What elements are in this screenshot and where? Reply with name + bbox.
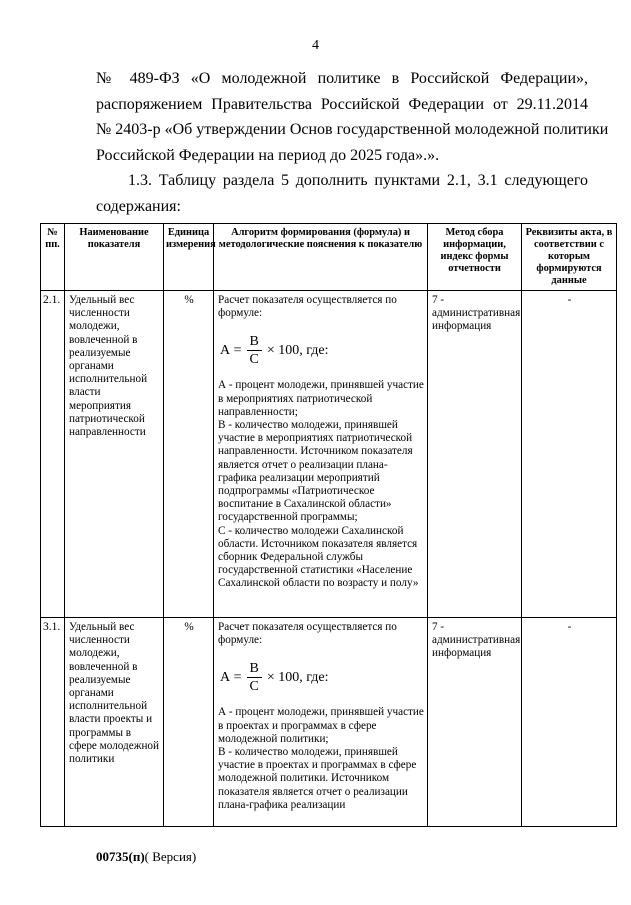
requisites-value: - xyxy=(567,294,572,306)
table-row xyxy=(41,291,617,618)
table-row xyxy=(41,618,617,827)
formula-rhs: × 100, где: xyxy=(266,343,329,359)
algorithm-line: В - количество молодежи, принявшей участие в проектах и программах в сфере молодежной политики. Источником показателя является отчет о реализации плана-графика реализации xyxy=(218,746,417,811)
algorithm-intro: Расчет показателя осуществляется по формуле: xyxy=(218,294,397,320)
unit-value: % xyxy=(184,294,194,306)
formula xyxy=(220,334,424,367)
algorithm-line: В - количество молодежи, принявшей участие в мероприятиях патриотической направленности. Источником показателя является отчет о реализации плана-графика реализации мероприятий подпрограммы «Патриотическое воспитание в Сахалинской области» государственной программы; xyxy=(218,419,413,524)
algorithm-line: А - процент молодежи, принявшей участие в мероприятиях патриотической направленности; xyxy=(218,379,424,418)
formula-denominator: С xyxy=(249,679,259,695)
method-value: 7 - административная информация xyxy=(432,294,521,333)
formula xyxy=(220,661,424,694)
indicators-table xyxy=(40,223,617,827)
formula-lhs: А = xyxy=(220,670,242,686)
intro-paragraph xyxy=(96,66,609,219)
algorithm-line: А - процент молодежи, принявшей участие в проектах и программах в сфере молодежной политики; xyxy=(218,706,424,745)
header-method: Метод сбора информации, индекс формы отчетности xyxy=(428,224,522,291)
document-footer xyxy=(96,849,196,865)
intro-line: № 489-ФЗ «О молодежной политике в Российской Федерации», xyxy=(96,70,588,87)
intro-line: 1.3. Таблицу раздела 5 дополнить пунктами 2.1, 3.1 следующего xyxy=(128,172,588,189)
intro-line: Российской Федерации на период до 2025 года».». xyxy=(96,146,440,164)
indicator-name: Удельный вес численности молодежи, вовлеченной в реализуемые органами исполнительной власти проекты и программы в сфере молодежной политики xyxy=(69,621,160,766)
requisites-value: - xyxy=(567,621,572,633)
formula-lhs: А = xyxy=(220,343,242,359)
row-number: 3.1. xyxy=(43,621,61,633)
header-unit: Единица измерения xyxy=(164,224,214,291)
header-algorithm: Алгоритм формирования (формула) и методологические пояснения к показателю xyxy=(214,224,428,291)
formula-fraction xyxy=(247,334,262,367)
table-header-row xyxy=(41,224,617,291)
row-number: 2.1. xyxy=(43,294,61,306)
algorithm-intro: Расчет показателя осуществляется по формуле: xyxy=(218,621,397,647)
document-version: ( Версия) xyxy=(144,849,197,864)
formula-denominator: С xyxy=(249,352,259,368)
page-number: 4 xyxy=(312,38,319,53)
formula-rhs: × 100, где: xyxy=(266,670,329,686)
formula-fraction xyxy=(247,661,262,694)
intro-line: распоряжением Правительства Российской Федерации от 29.11.2014 xyxy=(96,95,588,113)
indicator-name: Удельный вес численности молодежи, вовлеченной в реализуемые органами исполнительной власти мероприятия патриотической направленности xyxy=(69,294,148,439)
header-name: Наименование показателя xyxy=(65,224,164,291)
header-requisites: Реквизиты акта, в соответствии с которым формируются данные xyxy=(522,224,617,291)
formula-numerator: В xyxy=(247,334,262,351)
header-num: № пп. xyxy=(41,224,65,291)
method-value: 7 - административная информация xyxy=(432,621,521,660)
unit-value: % xyxy=(184,621,194,633)
intro-line: № 2403-р «Об утверждении Основ государственной молодежной политики xyxy=(96,121,609,138)
document-code: 00735(п) xyxy=(96,849,145,864)
intro-line: содержания: xyxy=(96,197,181,215)
formula-numerator: В xyxy=(247,661,262,678)
algorithm-line: С - количество молодежи Сахалинской области. Источником показателя является сборник Федеральной службы государственной статистики «Население Сахалинской области по возрасту и полу» xyxy=(218,524,419,590)
